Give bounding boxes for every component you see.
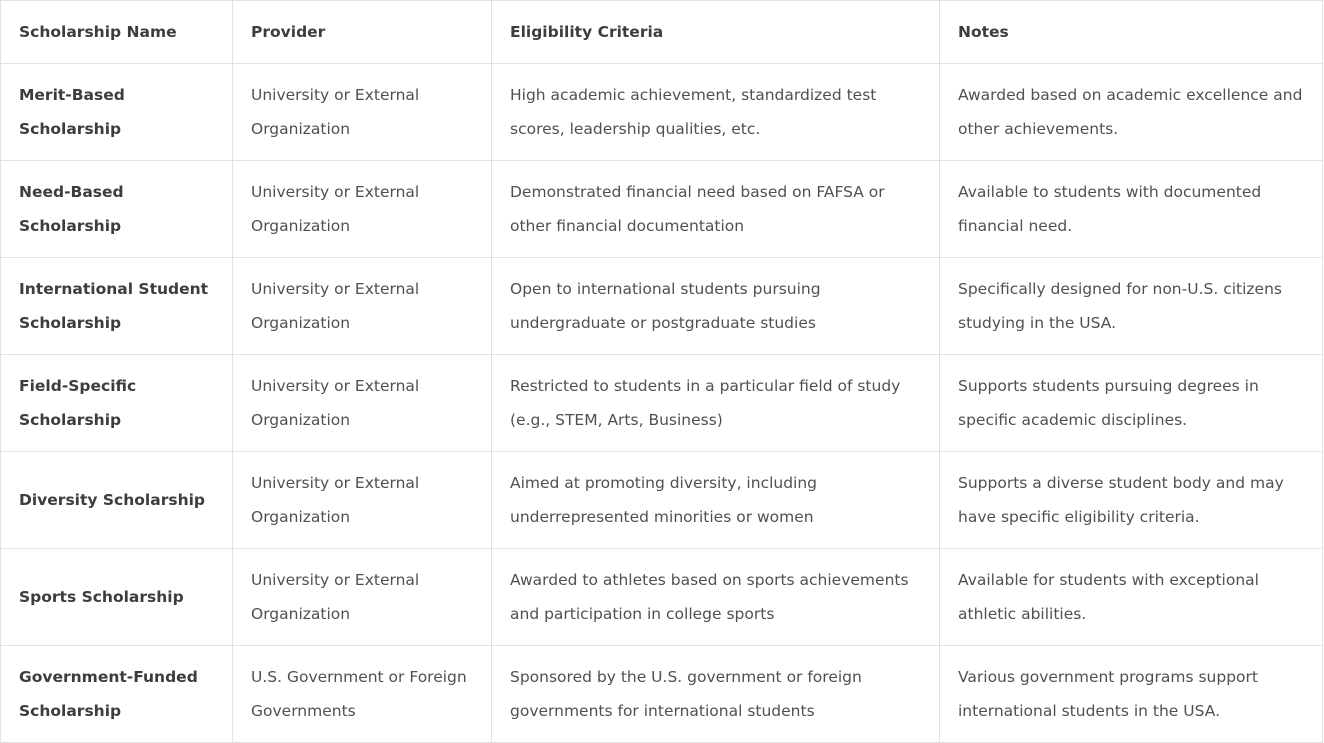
table-row bbox=[1, 355, 1323, 452]
eligibility-cell: Demonstrated financial need based on FAFSA or other financial documentation bbox=[492, 161, 940, 258]
scholarship-name-cell: Government-Funded Scholarship bbox=[1, 646, 233, 743]
provider-cell: University or External Organization bbox=[233, 258, 492, 355]
table-row bbox=[1, 452, 1323, 549]
notes-cell: Available to students with documented financial need. bbox=[940, 161, 1323, 258]
header-notes: Notes bbox=[940, 1, 1323, 64]
scholarship-name-cell: Sports Scholarship bbox=[1, 549, 233, 646]
notes-cell: Supports students pursuing degrees in specific academic disciplines. bbox=[940, 355, 1323, 452]
notes-cell: Various government programs support international students in the USA. bbox=[940, 646, 1323, 743]
header-eligibility-criteria: Eligibility Criteria bbox=[492, 1, 940, 64]
scholarship-name-cell: Diversity Scholarship bbox=[1, 452, 233, 549]
header-row bbox=[1, 1, 1323, 64]
scholarship-name-cell: International Student Scholarship bbox=[1, 258, 233, 355]
eligibility-cell: High academic achievement, standardized test scores, leadership qualities, etc. bbox=[492, 64, 940, 161]
header-provider: Provider bbox=[233, 1, 492, 64]
table-body bbox=[1, 64, 1323, 743]
provider-cell: University or External Organization bbox=[233, 64, 492, 161]
table-row bbox=[1, 161, 1323, 258]
scholarship-name-cell: Need-Based Scholarship bbox=[1, 161, 233, 258]
provider-cell: University or External Organization bbox=[233, 161, 492, 258]
scholarship-name-cell: Merit-Based Scholarship bbox=[1, 64, 233, 161]
table-row bbox=[1, 258, 1323, 355]
eligibility-cell: Sponsored by the U.S. government or foreign governments for international students bbox=[492, 646, 940, 743]
header-scholarship-name: Scholarship Name bbox=[1, 1, 233, 64]
notes-cell: Specifically designed for non-U.S. citizens studying in the USA. bbox=[940, 258, 1323, 355]
provider-cell: University or External Organization bbox=[233, 452, 492, 549]
provider-cell: University or External Organization bbox=[233, 549, 492, 646]
notes-cell: Supports a diverse student body and may have specific eligibility criteria. bbox=[940, 452, 1323, 549]
eligibility-cell: Open to international students pursuing undergraduate or postgraduate studies bbox=[492, 258, 940, 355]
table-row bbox=[1, 646, 1323, 743]
scholarship-name-cell: Field-Specific Scholarship bbox=[1, 355, 233, 452]
provider-cell: U.S. Government or Foreign Governments bbox=[233, 646, 492, 743]
eligibility-cell: Restricted to students in a particular field of study (e.g., STEM, Arts, Business) bbox=[492, 355, 940, 452]
notes-cell: Awarded based on academic excellence and other achievements. bbox=[940, 64, 1323, 161]
eligibility-cell: Awarded to athletes based on sports achievements and participation in college sports bbox=[492, 549, 940, 646]
table-row bbox=[1, 549, 1323, 646]
notes-cell: Available for students with exceptional athletic abilities. bbox=[940, 549, 1323, 646]
eligibility-cell: Aimed at promoting diversity, including underrepresented minorities or women bbox=[492, 452, 940, 549]
table-header bbox=[1, 1, 1323, 64]
provider-cell: University or External Organization bbox=[233, 355, 492, 452]
table-row bbox=[1, 64, 1323, 161]
